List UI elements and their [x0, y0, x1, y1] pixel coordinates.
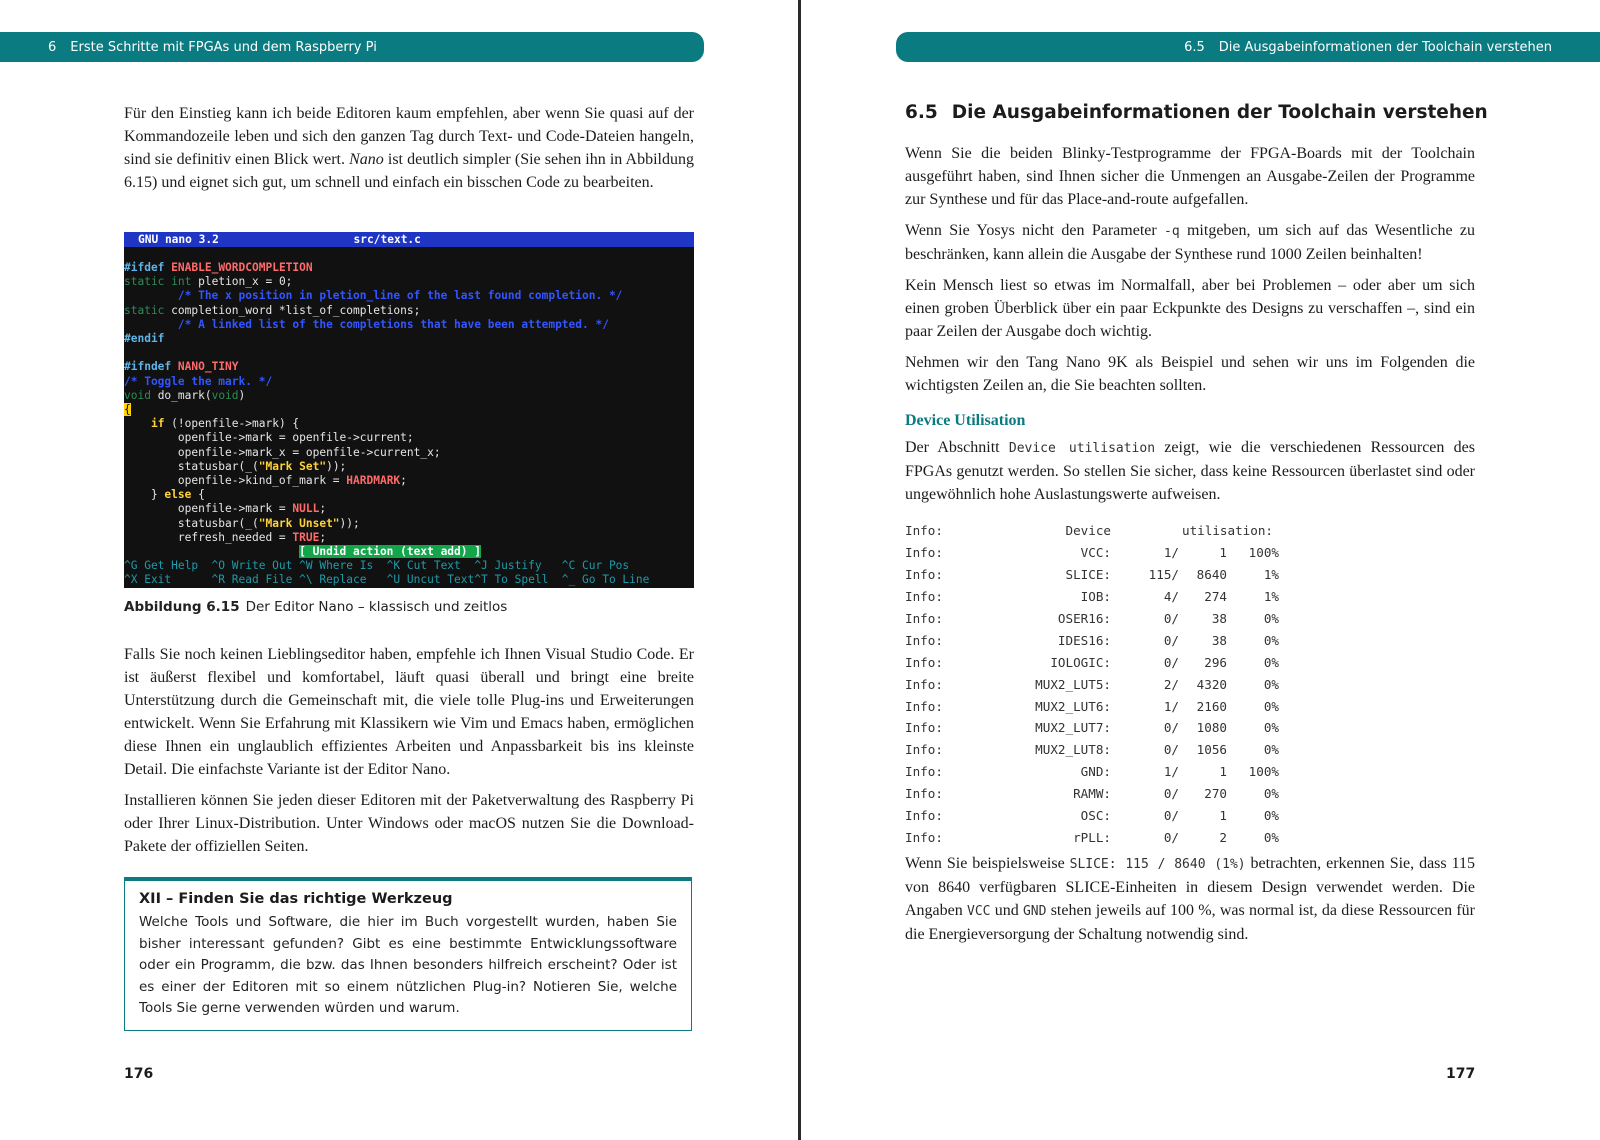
- page-number-right: 177: [1446, 1066, 1476, 1082]
- table-row: [905, 673, 1279, 695]
- cell-name: RAMW:: [1073, 786, 1111, 802]
- table-row: [905, 564, 1279, 586]
- inline-code-device-utilisation: Device utilisation: [1008, 441, 1156, 456]
- table-row: [905, 542, 1279, 564]
- cell-total: 4320: [1196, 676, 1227, 692]
- cell-used: 1/: [1163, 545, 1179, 561]
- cell-info: Info:: [905, 764, 943, 780]
- exercise-box-title: XII – Finden Sie das richtige Werkzeug: [139, 891, 453, 907]
- cell-used: 0/: [1163, 611, 1179, 626]
- cell-total: 8640: [1196, 567, 1227, 583]
- overview-paragraph: Kein Mensch liest so etwas im Normalfall, aber bei Problemen – oder aber um sich einen groben Überblick über ein paar Eckpunkte des Designs zu verschaffen –, sind ein paar Zeilen der Ausgabe doch wichtig.: [905, 277, 1475, 340]
- cell-total: 1: [1219, 808, 1227, 824]
- cell-pct: 1%: [1263, 589, 1279, 605]
- cell-used: 115/: [1148, 567, 1179, 583]
- nano-code: #ifdef ENABLE_WORDCOMPLETION static int pletion_x = 0; /* The x position in pletion_line of the last found completion. */ static completion_word *list_of_completions; /* A linked list of the completions that have been attempted. */ #endif #ifndef NANO_TINY /* Toggle the mark. */ void do_mark(void) { if (!openfile->mark) { openfile->mark = openfile->current; openfile->mark_x = openfile->current_x; statusbar(_("Mark Set")); openfile->kind_of_mark = HARDMARK; } else { openfile->mark = NULL; statusbar(_("Mark Unset")); refresh_needed = TRUE; [ Undid action (text add) ] ^G Get Help ^O Write Out ^W Where Is ^K Cut Text ^J Justify ^C Cur Pos ^X Exit ^R Read File ^\ Replace ^U Uncut Text^T To Spell ^_ Go To Line: [124, 261, 650, 587]
- cell-used: 0/: [1163, 808, 1179, 824]
- cell-name: OSER16:: [1057, 611, 1111, 626]
- cell-name: IDES16:: [1057, 632, 1111, 648]
- cell-used: 0/: [1163, 786, 1179, 802]
- cell-info: Info:: [905, 589, 943, 605]
- caption-text: Der Editor Nano – klassisch und zeitlos: [245, 599, 508, 615]
- cell-used: 1/: [1163, 698, 1179, 714]
- cell-pct: 0%: [1263, 632, 1279, 648]
- nano-filename: src/text.c: [353, 233, 421, 246]
- chapter-number: 6: [48, 39, 57, 55]
- cell-pct: 100%: [1248, 764, 1279, 780]
- section-intro: [905, 142, 1475, 405]
- para1-text-c: ist deutlich simpler (Sie sehen ihn in Abbildung 6.15) und eignet sich gut, um schnell und einfach ein bisschen Code zu bearbeiten.: [124, 151, 694, 191]
- figure-caption: [124, 599, 507, 615]
- cell-name: MUX2_LUT8:: [1035, 742, 1111, 758]
- intro-paragraph: [124, 102, 694, 202]
- running-header-left: [0, 32, 704, 62]
- device-utilisation-heading: Device Utilisation: [905, 412, 1026, 429]
- cell-used: 0/: [1163, 654, 1179, 670]
- table-row: [905, 739, 1279, 761]
- cell-info: Info:: [905, 698, 943, 714]
- table-row: [905, 586, 1279, 608]
- cell-pct: 0%: [1263, 654, 1279, 670]
- cell-name: MUX2_LUT6:: [1035, 698, 1111, 714]
- cell-total: 38: [1211, 632, 1227, 648]
- cell-pct: 0%: [1263, 676, 1279, 692]
- cell-info: Info:: [905, 545, 943, 561]
- utilisation-output-table: [905, 520, 1279, 848]
- editor-paragraphs: [124, 643, 694, 866]
- table-row: [905, 695, 1279, 717]
- inline-code-q: -q: [1164, 224, 1180, 239]
- cell-name: GND:: [1080, 764, 1111, 780]
- cell-pct: 100%: [1248, 545, 1279, 561]
- cell-pct: 0%: [1263, 698, 1279, 714]
- cell-total: 1: [1219, 545, 1227, 561]
- cell-pct: 0%: [1263, 786, 1279, 802]
- exercise-box-text: Welche Tools und Software, die hier im Buch vorgestellt wurden, haben Sie bisher interessant gefunden? Gibt es eine bestimmte Entwicklungssoftware oder ein Programm, die bzw. das Ihnen besonders hilfreich erscheint? Oder ist es einer der Editoren mit so einem nützlichen Plug-in? Notieren Sie, welche Tools Sie gerne verwenden würden und warum.: [139, 914, 677, 1016]
- cell-total: 38: [1211, 611, 1227, 626]
- inline-code-gnd: GND: [1022, 904, 1047, 919]
- cell-total: 296: [1204, 654, 1227, 670]
- cell-pct: 0%: [1263, 808, 1279, 824]
- cell-pct: 1%: [1263, 567, 1279, 583]
- table-row: [905, 651, 1279, 673]
- cell-name: MUX2_LUT7:: [1035, 720, 1111, 736]
- cell-used: 4/: [1163, 589, 1179, 605]
- table-row: [905, 805, 1279, 827]
- cell-info: Info:: [905, 786, 943, 802]
- cell-name: VCC:: [1080, 545, 1111, 561]
- cell-total: 2: [1219, 829, 1227, 845]
- nano-version: GNU nano 3.2: [138, 233, 219, 246]
- cell-used: 2/: [1163, 676, 1179, 692]
- table-row: [905, 608, 1279, 630]
- slice-paragraph: Wenn Sie beispielsweise SLICE: 115 / 8640 (1%) betrachten, erkennen Sie, dass 115 von 8640 verfügbaren SLICE-Einheiten in diesem Design verwendet werden. Die Angaben VCC und GND stehen jeweils auf 100 %, was normal ist, da diese Ressourcen für die Energieversorgung der Schaltung notwendig sind.: [905, 855, 1475, 943]
- cell-total: 1: [1219, 764, 1227, 780]
- cell-used: 0/: [1163, 720, 1179, 736]
- cell-used: 0/: [1163, 742, 1179, 758]
- cell-used: 0/: [1163, 632, 1179, 648]
- inline-code-slice: SLICE: 115 / 8640 (1%): [1069, 857, 1246, 872]
- vscode-paragraph: Falls Sie noch keinen Lieblingseditor haben, empfehle ich Ihnen Visual Studio Code. Er ist äußerst flexibel und komfortabel, läuft quasi überall und bringt eine breite Unterstützung durch die Gemeinschaft mit, die viele tolle Plug-ins und Erweiterungen entwickelt. Wenn Sie Erfahrung mit Klassikern wie Vim und Emacs haben, ermöglichen diese Ihnen ein unglaublich effizientes Arbeiten und Anpassbarkeit bis ins kleinste Detail. Die einfachste Variante ist der Editor Nano.: [124, 646, 694, 778]
- section-heading: [905, 102, 1488, 123]
- section-number: 6.5: [905, 102, 938, 123]
- chapter-title: Erste Schritte mit FPGAs und dem Raspberry Pi: [70, 39, 377, 55]
- section-title-header: Die Ausgabeinformationen der Toolchain verstehen: [1218, 39, 1552, 55]
- tang-nano-paragraph: Nehmen wir den Tang Nano 9K als Beispiel und sehen wir uns im Folgenden die wichtigsten Zeilen an, die Sie beachten sollten.: [905, 354, 1475, 394]
- cell-total: 2160: [1196, 698, 1227, 714]
- nano-terminal-screenshot: [124, 232, 694, 588]
- cell-name: IOB:: [1080, 589, 1111, 605]
- para1-text-a: Für den Einstieg kann ich beide Editoren kaum empfehlen, aber wenn Sie quasi auf der Kommandozeile leben und sich den ganzen Tag durch Text- und Code-Dateien hangeln, sind sie definitiv einen Blick wert.: [124, 105, 694, 168]
- cell-pct: 0%: [1263, 742, 1279, 758]
- right-page: [801, 0, 1600, 1140]
- table-row: [905, 826, 1279, 848]
- cell-name: rPLL:: [1073, 829, 1111, 845]
- yosys-paragraph: Wenn Sie Yosys nicht den Parameter -q mitgeben, um sich auf das Wesentliche zu beschränken, kann allein die Ausgabe der Synthese rund 1000 Zeilen beinhalten!: [905, 222, 1475, 263]
- cell-info: Info:: [905, 676, 943, 692]
- left-page: [0, 0, 798, 1140]
- para1-emphasis: Nano: [349, 151, 384, 168]
- utilisation-paragraph: Der Abschnitt Device utilisation zeigt, wie die verschiedenen Ressourcen des FPGAs genutzt werden. So stellen Sie sicher, dass keine Ressourcen überlastet sind oder ungewöhnlich hohe Auslastungswerte aufweisen.: [905, 439, 1475, 503]
- nano-title-bar: [124, 232, 694, 247]
- cell-name: IOLOGIC:: [1050, 654, 1111, 670]
- cell-name: OSC:: [1080, 808, 1111, 824]
- cell-info: Info:: [905, 808, 943, 824]
- install-paragraph: Installieren können Sie jeden dieser Editoren mit der Paketverwaltung des Raspberry Pi oder Ihrer Linux-Distribution. Unter Windows oder macOS nutzen Sie die Download-Pakete der offiziellen Seiten.: [124, 792, 694, 855]
- inline-code-vcc: VCC: [967, 904, 991, 919]
- nano-shortcuts-row-2: ^X Exit ^R Read File ^\ Replace ^U Uncut Text^T To Spell ^_ Go To Line: [124, 573, 650, 587]
- cell-name: SLICE:: [1065, 567, 1111, 583]
- table-row: [905, 783, 1279, 805]
- cell-name: MUX2_LUT5:: [1035, 676, 1111, 692]
- cell-info: Info:: [905, 611, 943, 626]
- cell-info: Info:: [905, 567, 943, 583]
- cell-pct: 0%: [1263, 720, 1279, 736]
- table-row: [905, 761, 1279, 783]
- nano-shortcuts-row-1: ^G Get Help ^O Write Out ^W Where Is ^K Cut Text ^J Justify ^C Cur Pos: [124, 559, 630, 573]
- cell-used: 0/: [1163, 829, 1179, 845]
- section-number-header: 6.5: [1184, 39, 1205, 55]
- cell-info: Info:: [905, 720, 943, 736]
- cell-info: Info:: [905, 654, 943, 670]
- cell-info: Info:: [905, 742, 943, 758]
- section-title: Die Ausgabeinformationen der Toolchain verstehen: [951, 102, 1488, 123]
- exercise-box: [124, 877, 692, 1031]
- cell-used: 1/: [1163, 764, 1179, 780]
- cell-total: 270: [1204, 786, 1227, 802]
- blinky-paragraph: Wenn Sie die beiden Blinky-Testprogramme der FPGA-Boards mit der Toolchain ausgeführt haben, sind Ihnen sicher die Unmengen an Ausgabe-Zeilen der Programme zur Synthese und für das Place-and-route aufgefallen.: [905, 145, 1475, 208]
- running-header-right: [896, 32, 1600, 62]
- table-row: [905, 629, 1279, 651]
- cell-total: 1080: [1196, 720, 1227, 736]
- cell-pct: 0%: [1263, 829, 1279, 845]
- cell-info: Info:: [905, 829, 943, 845]
- caption-label: Abbildung 6.15: [124, 599, 240, 615]
- cell-pct: 0%: [1263, 611, 1279, 626]
- cell-total: 1056: [1196, 742, 1227, 758]
- table-header-row: Info: Device utilisation:: [905, 523, 1273, 539]
- cell-total: 274: [1204, 589, 1227, 605]
- cell-info: Info:: [905, 632, 943, 648]
- table-row: [905, 717, 1279, 739]
- nano-status-message: [ Undid action (text add) ]: [299, 545, 481, 559]
- page-number-left: 176: [124, 1066, 154, 1082]
